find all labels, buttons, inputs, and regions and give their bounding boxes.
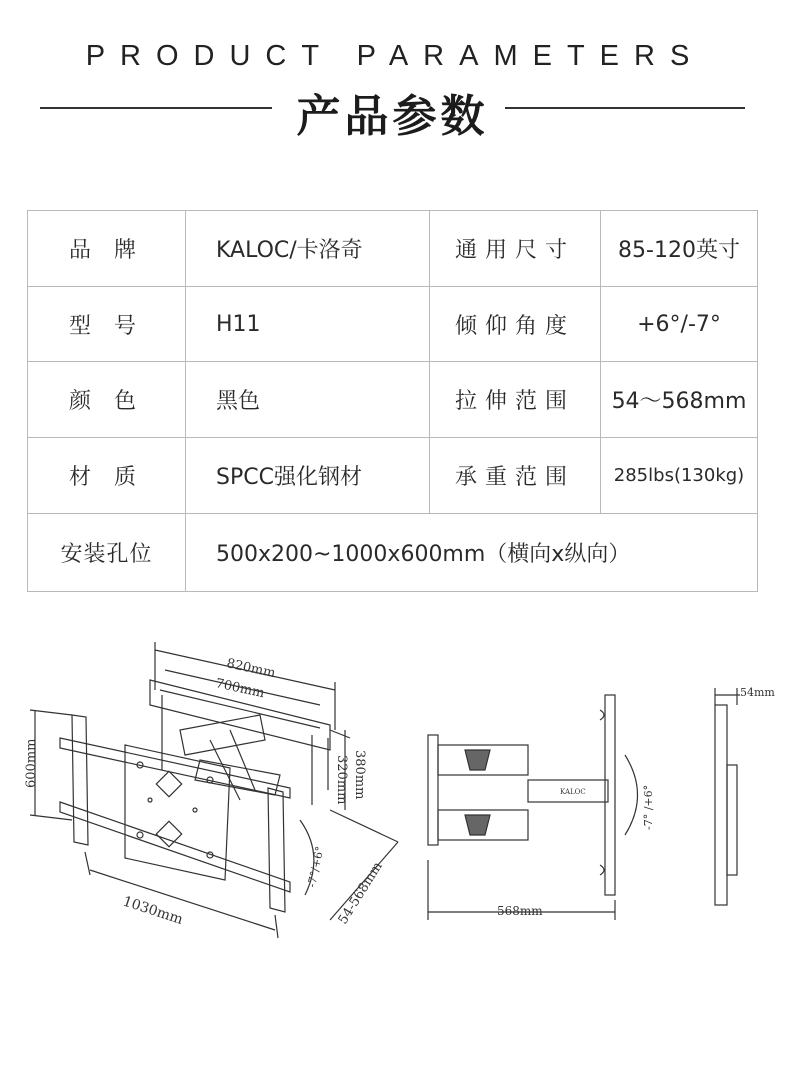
wall-plate-side bbox=[605, 695, 615, 895]
left-vertical-bracket bbox=[72, 715, 88, 845]
dim-1030-label: 1030mm bbox=[120, 893, 185, 929]
size-label: 通用尺寸 bbox=[430, 211, 601, 287]
extend-value: 54～568mm bbox=[601, 362, 758, 438]
brand-mark: KALOC bbox=[560, 788, 586, 796]
right-vertical-bracket bbox=[268, 788, 285, 912]
parameters-table bbox=[27, 210, 758, 592]
holes-label: 安装孔位 bbox=[28, 514, 186, 592]
table-row bbox=[28, 514, 758, 592]
load-label: 承重范围 bbox=[430, 438, 601, 514]
side-drawing-labels bbox=[497, 785, 655, 918]
english-title: PRODUCT PARAMETERS bbox=[85, 40, 705, 72]
front-drawing-labels bbox=[24, 656, 386, 928]
technical-drawings bbox=[0, 620, 790, 960]
table-row bbox=[28, 438, 758, 514]
tilt-side-label: -7° /+6° bbox=[642, 784, 655, 830]
chinese-title: 产品参数 bbox=[296, 91, 489, 142]
brand-value: KALOC/卡洛奇 bbox=[186, 211, 430, 287]
dim-600-label: 600mm bbox=[24, 738, 39, 788]
side-view-drawing bbox=[428, 695, 638, 920]
dim-54-label: 54mm bbox=[740, 686, 775, 699]
dim-568-label: 568mm bbox=[497, 904, 543, 918]
color-value: 黑色 bbox=[186, 362, 430, 438]
size-value: 85-120英寸 bbox=[601, 211, 758, 287]
dim-700-label: 700mm bbox=[214, 676, 266, 702]
material-label: 材 质 bbox=[28, 438, 186, 514]
table-row bbox=[28, 287, 758, 362]
dim-380-label: 380mm bbox=[352, 750, 367, 800]
table-row bbox=[28, 211, 758, 287]
extend-label: 拉伸范围 bbox=[430, 362, 601, 438]
load-value: 285lbs(130kg) bbox=[601, 438, 758, 514]
dim-54-568-label: 54-568mm bbox=[335, 859, 386, 928]
profile-view-drawing bbox=[715, 688, 740, 905]
tilt-label: 倾仰角度 bbox=[430, 287, 601, 362]
tilt-front-label: -7°/+6° bbox=[305, 845, 327, 889]
holes-value: 500x200~1000x600mm（横向x纵向） bbox=[186, 514, 758, 592]
table-row bbox=[28, 362, 758, 438]
model-value: H11 bbox=[186, 287, 430, 362]
material-value: SPCC强化钢材 bbox=[186, 438, 430, 514]
model-label: 型 号 bbox=[28, 287, 186, 362]
dim-320-label: 320mm bbox=[334, 755, 349, 805]
dim-820-label: 820mm bbox=[225, 656, 277, 682]
color-label: 颜 色 bbox=[28, 362, 186, 438]
chinese-title-row bbox=[40, 80, 745, 140]
title-divider-right bbox=[505, 107, 745, 109]
brand-label: 品 牌 bbox=[28, 211, 186, 287]
tilt-value: +6°/-7° bbox=[601, 287, 758, 362]
